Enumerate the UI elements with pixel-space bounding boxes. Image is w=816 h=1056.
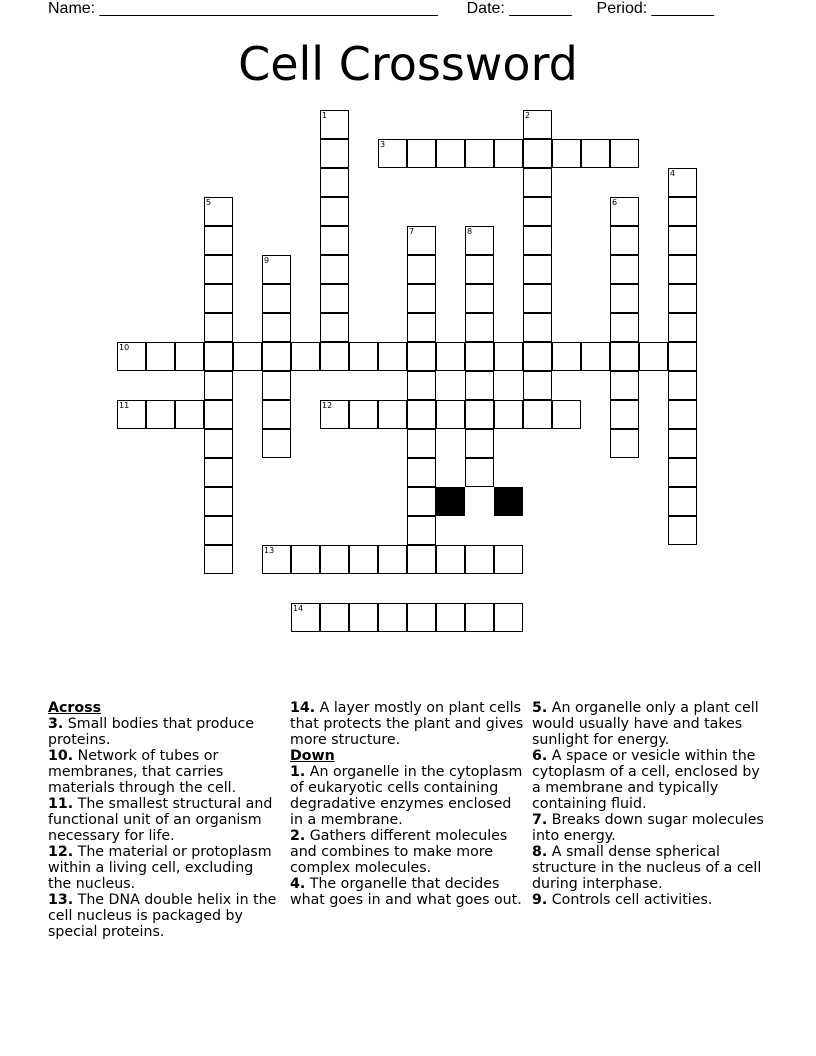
crossword-cell[interactable] xyxy=(378,400,407,429)
period-label: Period: xyxy=(596,0,652,17)
crossword-cell[interactable] xyxy=(262,371,291,400)
crossword-cell[interactable] xyxy=(291,545,320,574)
crossword-cell[interactable] xyxy=(262,400,291,429)
down-clue: 1. An organelle in the cytoplasm of eukaryotic cells containing degradative enzymes enclosed in a membrane. xyxy=(290,764,523,828)
crossword-cell[interactable] xyxy=(204,313,233,342)
period-blank[interactable]: _______ xyxy=(651,0,714,17)
crossword-cell[interactable] xyxy=(320,603,349,632)
down-clue: 9. Controls cell activities. xyxy=(532,892,713,908)
crossword-cell[interactable] xyxy=(610,429,639,458)
crossword-cell[interactable] xyxy=(523,371,552,400)
crossword-cell[interactable] xyxy=(146,400,175,429)
crossword-cell[interactable] xyxy=(407,458,436,487)
crossword-cell[interactable] xyxy=(436,603,465,632)
clue-number: 7 xyxy=(409,227,415,236)
crossword-cell[interactable] xyxy=(262,342,291,371)
crossword-cell[interactable] xyxy=(523,139,552,168)
crossword-cell[interactable] xyxy=(523,313,552,342)
crossword-cell[interactable] xyxy=(465,255,494,284)
crossword-cell[interactable] xyxy=(610,371,639,400)
crossword-cell[interactable] xyxy=(407,226,436,255)
crossword-cell[interactable] xyxy=(407,255,436,284)
crossword-cell[interactable] xyxy=(610,342,639,371)
crossword-cell[interactable] xyxy=(668,313,697,342)
down-clue: 2. Gathers different molecules and combines to make more complex molecules. xyxy=(290,828,508,876)
crossword-cell[interactable] xyxy=(204,545,233,574)
clue-number: 1 xyxy=(322,111,328,120)
crossword-cell[interactable] xyxy=(204,255,233,284)
down-clue: 7. Breaks down sugar molecules into energy. xyxy=(532,812,764,844)
crossword-cell[interactable] xyxy=(320,284,349,313)
crossword-cell[interactable] xyxy=(465,371,494,400)
crossword-cell[interactable] xyxy=(291,603,320,632)
across-heading: Across xyxy=(48,700,102,716)
crossword-cell[interactable] xyxy=(494,139,523,168)
crossword-cell[interactable] xyxy=(465,313,494,342)
clue-number: 13 xyxy=(264,546,275,555)
crossword-cell[interactable] xyxy=(668,168,697,197)
crossword-cell[interactable] xyxy=(204,226,233,255)
crossword-cell[interactable] xyxy=(407,284,436,313)
crossword-cell[interactable] xyxy=(146,342,175,371)
crossword-cell[interactable] xyxy=(465,284,494,313)
crossword-cell[interactable] xyxy=(320,168,349,197)
clues-column-2 xyxy=(290,700,526,908)
down-clue: 8. A small dense spherical structure in the nucleus of a cell during interphase. xyxy=(532,844,762,892)
crossword-cell[interactable] xyxy=(175,342,204,371)
crossword-cell[interactable] xyxy=(668,458,697,487)
crossword-cell[interactable] xyxy=(668,516,697,545)
crossword-cell[interactable] xyxy=(581,139,610,168)
crossword-cell[interactable] xyxy=(436,400,465,429)
crossword-cell[interactable] xyxy=(204,342,233,371)
crossword-cell[interactable] xyxy=(204,371,233,400)
crossword-cell[interactable] xyxy=(523,168,552,197)
date-label: Date: xyxy=(466,0,510,17)
clue-number: 9 xyxy=(264,256,270,265)
crossword-cell[interactable] xyxy=(407,400,436,429)
down-clue: 6. A space or vesicle within the cytoplasm of a cell, enclosed by a membrane and typically containing fluid. xyxy=(532,748,760,812)
clue-number: 10 xyxy=(119,343,130,352)
crossword-cell[interactable] xyxy=(291,342,320,371)
down-clue: 5. An organelle only a plant cell would usually have and takes sunlight for energy. xyxy=(532,700,759,748)
crossword-cell[interactable] xyxy=(233,342,262,371)
crossword-cell[interactable] xyxy=(465,603,494,632)
crossword-cell[interactable] xyxy=(610,197,639,226)
clue-number: 12 xyxy=(322,401,333,410)
crossword-cell[interactable] xyxy=(320,197,349,226)
crossword-cell[interactable] xyxy=(349,545,378,574)
crossword-cell[interactable] xyxy=(204,516,233,545)
crossword-cell[interactable] xyxy=(262,545,291,574)
clue-number: 5 xyxy=(206,198,212,207)
crossword-cell[interactable] xyxy=(668,255,697,284)
crossword-cell[interactable] xyxy=(610,400,639,429)
crossword-cell[interactable] xyxy=(320,545,349,574)
crossword-block xyxy=(494,487,523,516)
crossword-cell[interactable] xyxy=(349,603,378,632)
crossword-cell[interactable] xyxy=(523,226,552,255)
crossword-cell[interactable] xyxy=(349,342,378,371)
crossword-cell[interactable] xyxy=(465,226,494,255)
crossword-cell[interactable] xyxy=(668,197,697,226)
crossword-cell[interactable] xyxy=(523,197,552,226)
crossword-cell[interactable] xyxy=(552,139,581,168)
name-label: Name: xyxy=(48,0,100,17)
clue-number: 6 xyxy=(612,198,618,207)
crossword-cell[interactable] xyxy=(407,516,436,545)
crossword-cell[interactable] xyxy=(465,458,494,487)
down-heading: Down xyxy=(290,748,335,764)
crossword-cell[interactable] xyxy=(610,139,639,168)
crossword-cell[interactable] xyxy=(523,284,552,313)
crossword-cell[interactable] xyxy=(668,400,697,429)
down-clue: 4. The organelle that decides what goes in and what goes out. xyxy=(290,876,522,908)
crossword-cell[interactable] xyxy=(407,371,436,400)
crossword-cell[interactable] xyxy=(610,226,639,255)
crossword-cell[interactable] xyxy=(204,487,233,516)
clue-number: 8 xyxy=(467,227,473,236)
page-title: Cell Crossword xyxy=(238,37,578,91)
crossword-cell[interactable] xyxy=(117,342,146,371)
crossword-cell[interactable] xyxy=(668,226,697,255)
crossword-cell[interactable] xyxy=(320,400,349,429)
clue-number: 3 xyxy=(380,140,386,149)
crossword-cell[interactable] xyxy=(639,342,668,371)
crossword-cell[interactable] xyxy=(610,255,639,284)
crossword-cell[interactable] xyxy=(552,400,581,429)
crossword-cell[interactable] xyxy=(668,284,697,313)
crossword-cell[interactable] xyxy=(436,342,465,371)
crossword-cell[interactable] xyxy=(494,545,523,574)
crossword-cell[interactable] xyxy=(407,603,436,632)
across-clue: 12. The material or protoplasm within a living cell, excluding the nucleus. xyxy=(48,844,272,892)
crossword-cell[interactable] xyxy=(436,545,465,574)
crossword-cell[interactable] xyxy=(117,400,146,429)
crossword-cell[interactable] xyxy=(349,400,378,429)
crossword-cell[interactable] xyxy=(262,429,291,458)
crossword-cell[interactable] xyxy=(378,342,407,371)
crossword-cell[interactable] xyxy=(262,255,291,284)
across-clue: 13. The DNA double helix in the cell nucleus is packaged by special proteins. xyxy=(48,892,277,940)
crossword-cell[interactable] xyxy=(175,400,204,429)
crossword-cell[interactable] xyxy=(204,284,233,313)
clue-number: 2 xyxy=(525,111,531,120)
crossword-cell[interactable] xyxy=(523,110,552,139)
crossword-cell[interactable] xyxy=(610,284,639,313)
crossword-cell[interactable] xyxy=(204,400,233,429)
crossword-cell[interactable] xyxy=(262,313,291,342)
crossword-cell[interactable] xyxy=(523,342,552,371)
clue-number: 4 xyxy=(670,169,676,178)
crossword-cell[interactable] xyxy=(465,139,494,168)
crossword-cell[interactable] xyxy=(465,400,494,429)
crossword-cell[interactable] xyxy=(204,458,233,487)
across-clue: 14. A layer mostly on plant cells that protects the plant and gives more structure. xyxy=(290,700,524,748)
crossword-cell[interactable] xyxy=(320,342,349,371)
crossword-cell[interactable] xyxy=(581,342,610,371)
crossword-cell[interactable] xyxy=(407,342,436,371)
crossword-cell[interactable] xyxy=(407,313,436,342)
crossword-cell[interactable] xyxy=(668,429,697,458)
crossword-block xyxy=(436,487,465,516)
crossword-cell[interactable] xyxy=(378,545,407,574)
crossword-cell[interactable] xyxy=(320,110,349,139)
crossword-cell[interactable] xyxy=(378,139,407,168)
crossword-cell[interactable] xyxy=(552,342,581,371)
crossword-cell[interactable] xyxy=(320,255,349,284)
clue-number: 11 xyxy=(119,401,130,410)
crossword-cell[interactable] xyxy=(204,197,233,226)
crossword-cell[interactable] xyxy=(320,313,349,342)
crossword-cell[interactable] xyxy=(523,400,552,429)
crossword-cell[interactable] xyxy=(407,139,436,168)
crossword-cell[interactable] xyxy=(668,487,697,516)
name-blank[interactable]: ______________________________________ xyxy=(99,0,438,17)
crossword-cell[interactable] xyxy=(436,139,465,168)
crossword-cell[interactable] xyxy=(668,371,697,400)
crossword-cell[interactable] xyxy=(494,603,523,632)
crossword-cell[interactable] xyxy=(407,429,436,458)
crossword-cell[interactable] xyxy=(494,342,523,371)
crossword-cell[interactable] xyxy=(378,603,407,632)
crossword-cell[interactable] xyxy=(610,313,639,342)
crossword-cell[interactable] xyxy=(465,429,494,458)
crossword-cell[interactable] xyxy=(407,545,436,574)
crossword-cell[interactable] xyxy=(320,139,349,168)
date-blank[interactable]: _______ xyxy=(509,0,572,17)
clue-number: 14 xyxy=(293,604,304,613)
across-clue: 11. The smallest structural and functional unit of an organism necessary for life. xyxy=(48,796,273,844)
clues-column-1 xyxy=(48,700,280,940)
crossword-cell[interactable] xyxy=(262,284,291,313)
crossword-cell[interactable] xyxy=(465,342,494,371)
crossword-cell[interactable] xyxy=(407,487,436,516)
across-clue: 3. Small bodies that produce proteins. xyxy=(48,716,255,748)
crossword-cell[interactable] xyxy=(668,342,697,371)
crossword-cell[interactable] xyxy=(523,255,552,284)
crossword-cell[interactable] xyxy=(465,545,494,574)
crossword-cell[interactable] xyxy=(320,226,349,255)
clues-column-3 xyxy=(532,700,764,908)
across-clue: 10. Network of tubes or membranes, that carries materials through the cell. xyxy=(48,748,237,796)
crossword-cell[interactable] xyxy=(494,400,523,429)
crossword-cell[interactable] xyxy=(204,429,233,458)
